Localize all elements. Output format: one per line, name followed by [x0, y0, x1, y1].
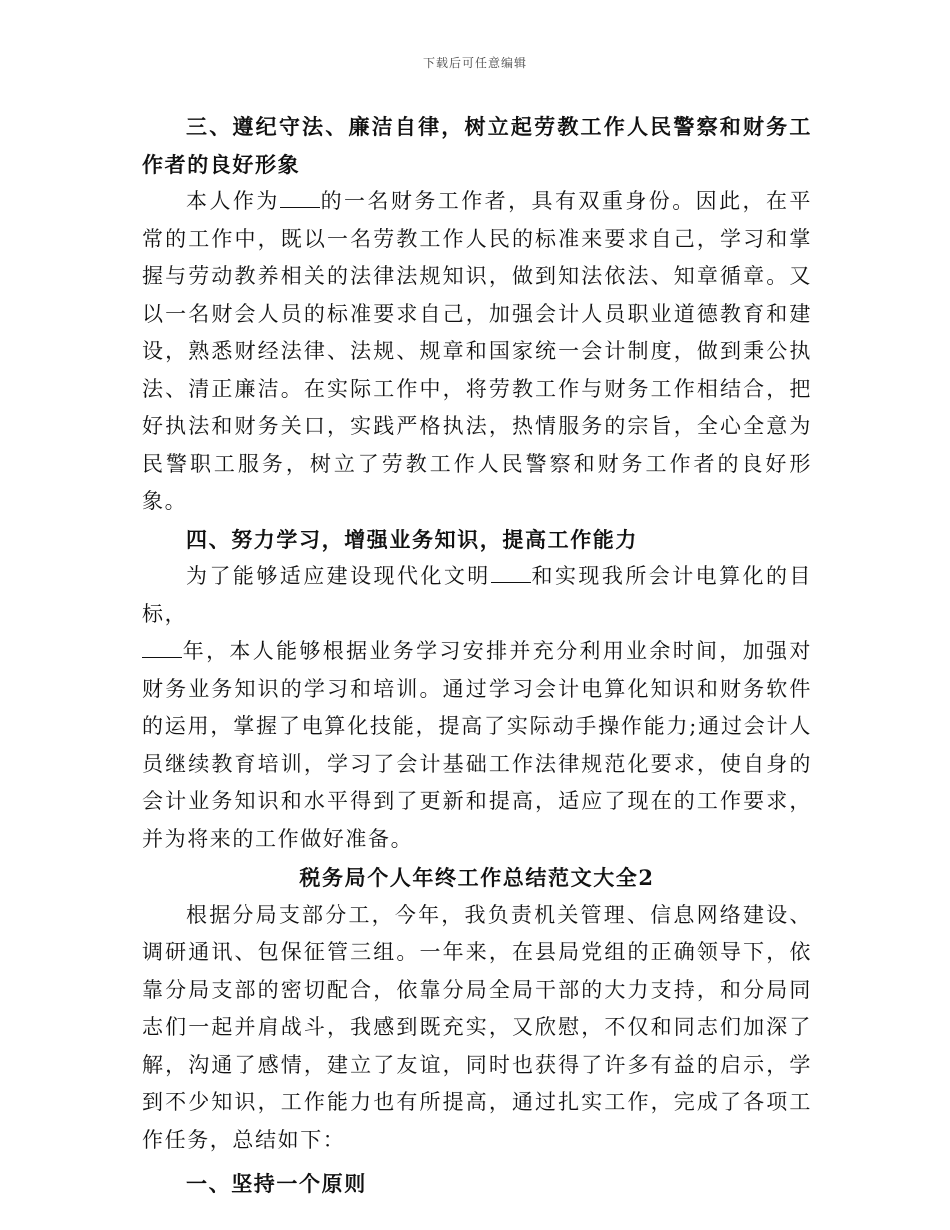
document-body: [142, 108, 812, 1203]
blank-line: [142, 643, 182, 658]
section3-text-a: 本人作为: [186, 189, 280, 213]
section4-text-b: 和实现我所会计电算化的目标，: [142, 564, 812, 626]
section4-paragraph: [142, 558, 812, 858]
section3-heading: 三、遵纪守法、廉洁自律，树立起劳教工作人民警察和财务工作者的良好形象: [142, 114, 812, 177]
blank-line: [280, 193, 320, 208]
article2-title: 税务局个人年终工作总结范文大全2: [299, 865, 655, 890]
article2-heading1: 一、坚持一个原则: [186, 1171, 367, 1196]
section4-heading: 四、努力学习，增强业务知识，提高工作能力: [186, 526, 638, 552]
article2-paragraph: 根据分局支部分工，今年，我负责机关管理、信息网络建设、调研通讯、包保征管三组。一年来，在县局党组的正确领导下，依靠分局支部的密切配合，依靠分局全局干部的大力支持，和分局同志们一起并肩战斗，我感到既充实，又欣慰，不仅和同志们加深了解，沟通了感情，建立了友谊，同时也获得了许多有益的启示，学到不少知识，工作能力也有所提高，通过扎实工作，完成了各项工作任务，总结如下：: [142, 902, 812, 1152]
blank-line: [491, 568, 531, 583]
section3-text-b: 的一名财务工作者，具有双重身份。因此，在平常的工作中，既以一名劳教工作人民的标准来要求自己，学习和掌握与劳动教养相关的法律法规知识，做到知法依法、知章循章。又以一名财会人员的标准要求自己，加强会计人员职业道德教育和建设，熟悉财经法律、法规、规章和国家统一会计制度，做到秉公执法、清正廉洁。在实际工作中，将劳教工作与财务工作相结合，把好执法和财务关口，实践严格执法，热情服务的宗旨，全心全意为民警职工服务，树立了劳教工作人民警察和财务工作者的良好形象。: [142, 189, 812, 513]
header-note: 下载后可任意编辑: [422, 56, 527, 70]
section4-text-c: 年，本人能够根据业务学习安排并充分利用业余时间，加强对财务业务知识的学习和培训。通过学习会计电算化知识和财务软件的运用，掌握了电算化技能，提高了实际动手操作能力;通过会计人员继续教育培训，学习了会计基础工作法律规范化要求，使自身的会计业务知识和水平得到了更新和提高，适应了现在的工作要求，并为将来的工作做好准备。: [142, 639, 812, 851]
section4-text-a: 为了能够适应建设现代化文明: [186, 564, 491, 588]
section3-paragraph: [142, 183, 812, 521]
